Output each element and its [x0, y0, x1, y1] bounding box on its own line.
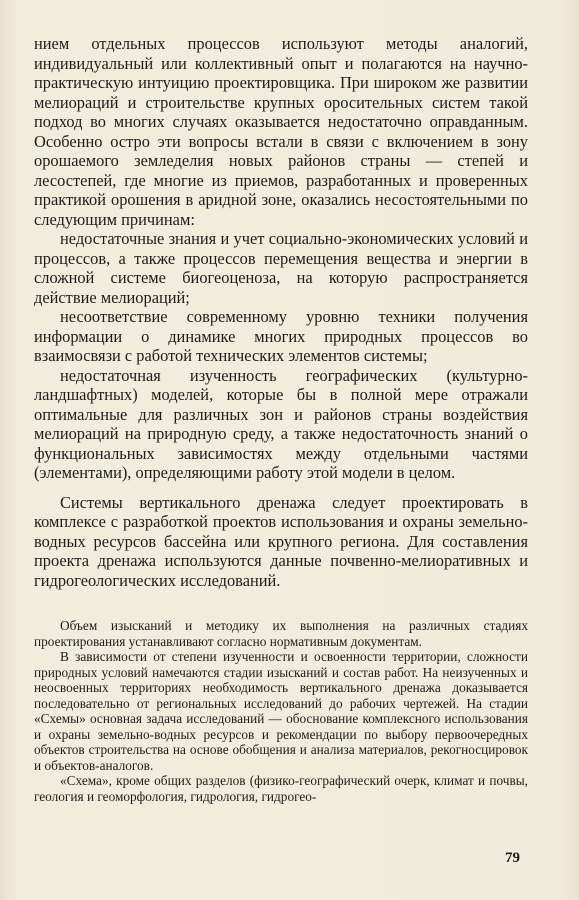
main-paragraph-3: несоответствие современному уровню техники получения информации о динамике многих природных процессов во взаимосвязи с работой технических элементов системы; [34, 307, 528, 365]
main-paragraph-4: недостаточная изученность географических (культурно-ландшафтных) моделей, которые бы в полной мере отражали оптимальные для различных зон и районов страны воздействия мелиораций на природную среду, а также недостаточность знаний о функциональных зависимостях между отдельными частями (элементами), определяющими работу этой модели в целом. [34, 365, 528, 482]
main-text-block [34, 34, 528, 590]
page-number: 79 [505, 850, 520, 866]
main-paragraph-5: Системы вертикального дренажа следует проектировать в комплексе с разработкой проектов использования и охраны земельно-водных ресурсов бассейна или крупного региона. Для составления проекта дренажа используются данные почвенно-мелиоративных и гидрогеологических исследований. [34, 492, 528, 590]
main-paragraph-1: нием отдельных процессов используют методы аналогий, индивидуальный или коллективный опыт и полагаются на научно-практическую интуицию проектировщика. При широком же развитии мелиораций и строительстве крупных оросительных систем такой подход во многих случаях оказывается недостаточно оправданным. Особенно остро эти вопросы встали в связи с включением в зону орошаемого земледелия новых районов страны — степей и лесостепей, где многие из приемов, разработанных и проверенных практикой орошения в аридной зоне, оказались несостоятельными по следующим причинам: [34, 34, 528, 229]
note-paragraph-1: Объем изысканий и методику их выполнения на различных стадиях проектирования устанавливают согласно нормативным документам. [34, 618, 528, 649]
note-paragraph-3: «Схема», кроме общих разделов (физико-географический очерк, климат и почвы, геология и геоморфология, гидрология, гидрогео- [34, 773, 528, 804]
small-print-block [34, 618, 528, 804]
note-paragraph-2: В зависимости от степени изученности и освоенности территории, сложности природных условий намечаются стадии изысканий и состав работ. На неизученных и неосвоенных территориях необходимость вертикального дренажа доказывается последовательно от региональных исследований до рабочих чертежей. На стадии «Схемы» основная задача исследований — обоснование комплексного использования и охраны земельно-водных ресурсов и рекомендации по выбору первоочередных объектов строительства на основе обобщения и анализа материалов, рекогносцировок и объектов-аналогов. [34, 649, 528, 773]
main-paragraph-2: недостаточные знания и учет социально-экономических условий и процессов, а также процессов перемещения вещества и энергии в сложной системе биогеоценоза, на которую распространяется действие мелиораций; [34, 229, 528, 307]
